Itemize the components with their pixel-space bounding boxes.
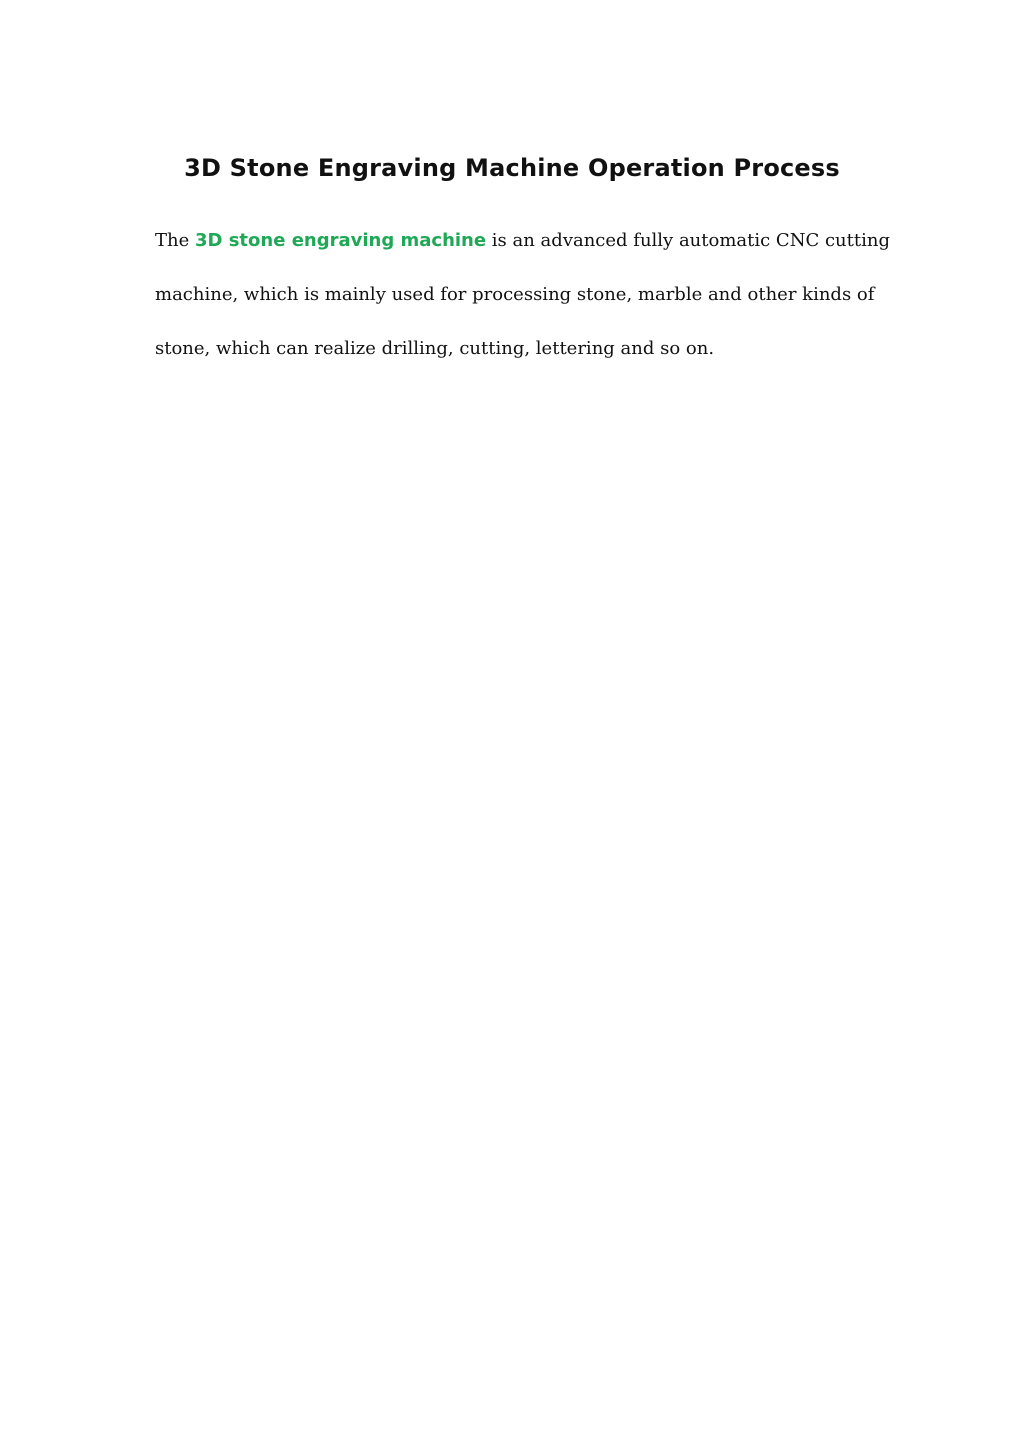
intro-line-3: stone, which can realize drilling, cutting, lettering and so on. (155, 338, 715, 359)
intro-line-1 (155, 214, 890, 268)
intro-lead: The (155, 230, 195, 251)
intro-paragraph (155, 214, 890, 376)
stone-engraving-machine-link[interactable]: 3D stone engraving machine (194, 230, 487, 251)
page-title: 3D Stone Engraving Machine Operation Process (184, 154, 840, 183)
intro-line-2: machine, which is mainly used for processing stone, marble and other kinds of (155, 284, 875, 305)
intro-line-1-rest: is an advanced fully automatic CNC cutting (486, 230, 890, 251)
